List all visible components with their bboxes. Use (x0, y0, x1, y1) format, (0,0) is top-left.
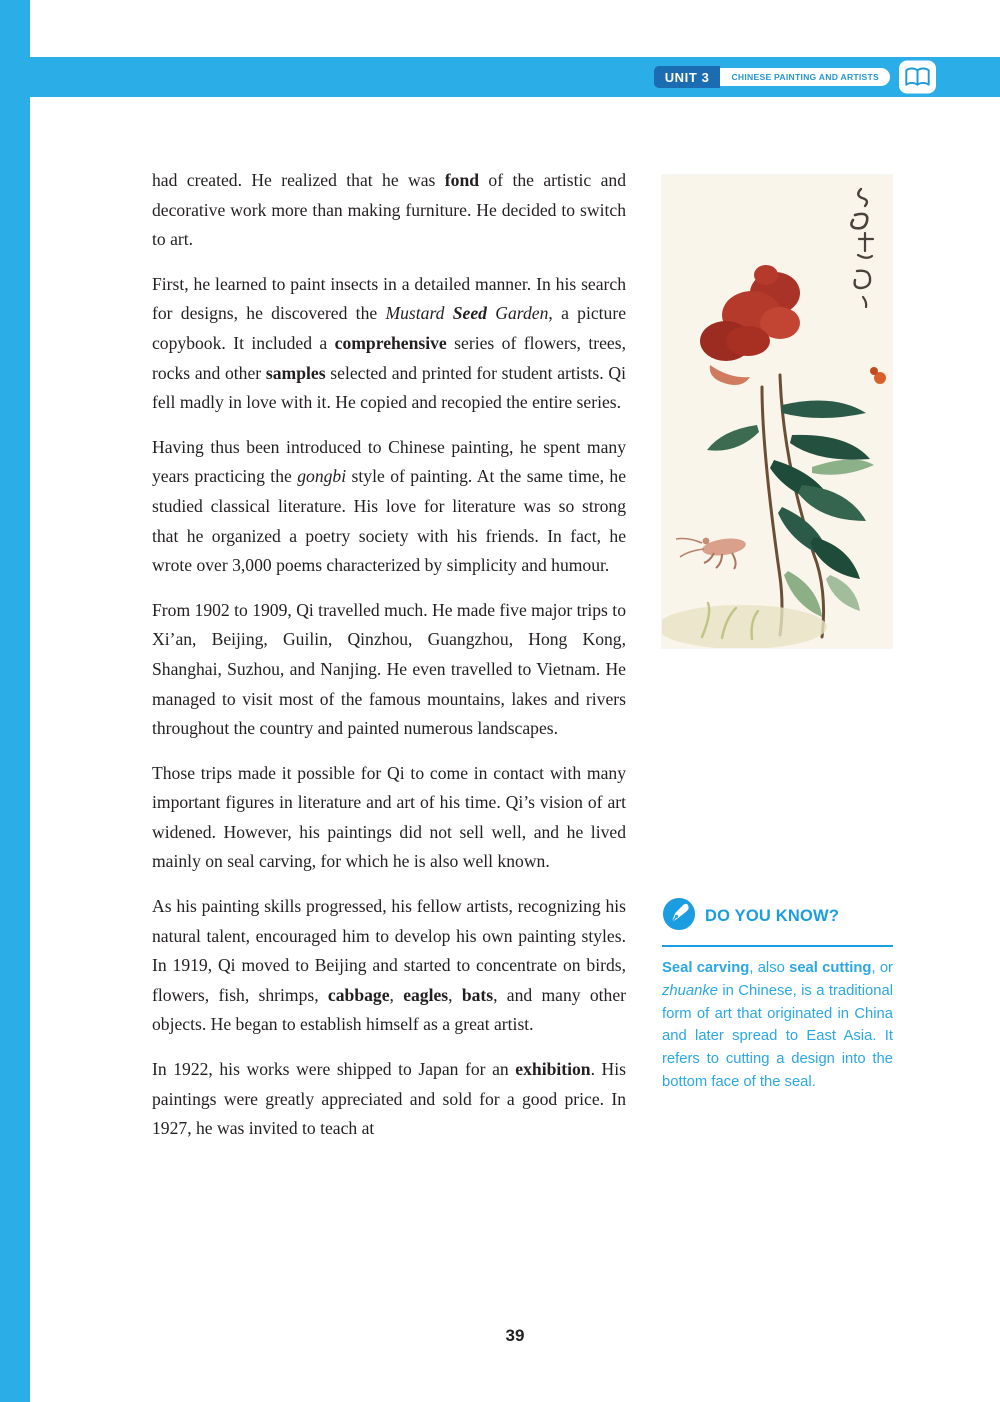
do-you-know-text: Seal carving, also seal cutting, or zhuanke in Chinese, is a traditional form of art that originated in China and later spread to East Asia. It refers to cutting a design into the bottom face of the seal. (662, 960, 893, 1090)
paragraph: Those trips made it possible for Qi to come in contact with many important figures in literature and art of his time. Qi’s vision of art widened. However, his paintings did not sell well, and he lived mainly on seal carving, for which he is also well known. (152, 762, 626, 872)
book-icon (899, 61, 936, 94)
header-band (0, 57, 1000, 97)
left-edge-strip (0, 0, 30, 1402)
chinese-painting-image (662, 175, 892, 648)
pen-icon (662, 897, 696, 936)
paragraph: As his painting skills progressed, his fellow artists, recognizing his natural talent, encouraged him to develop his own painting styles. In 1919, Qi moved to Beijing and started to concentrate on birds, flowers, fish, shrimps, cabbage, eagles, bats, and many other objects. He began to establish himself as a great artist. (152, 896, 627, 1035)
paragraph: In 1922, his works were shipped to Japan for an exhibition. His paintings were greatly appreciated and sold for a good price. In 1927, he was invited to teach at (152, 1059, 626, 1139)
paragraph: First, he learned to paint insects in a detailed manner. In his search for designs, he discovered the Mustard Seed Garden, a picture copybook. It included a comprehensive series of flowers, trees, rocks and other samples selected and printed for student artists. Qi fell madly in love with it. He copied and recopied the entire series. (152, 273, 627, 413)
unit-number-label: UNIT 3 (654, 66, 721, 88)
unit-title-label: CHINESE PAINTING AND ARTISTS (720, 68, 890, 86)
paragraph: Having thus been introduced to Chinese painting, he spent many years practicing the gongbi style of painting. At the same time, he studied classical literature. His love for literature was so strong that he organized a poetry society with his friends. In fact, he wrote over 3,000 poems characterized by simplicity and humour. (152, 436, 626, 576)
do-you-know-box (662, 897, 893, 1094)
page-number: 39 (505, 1326, 525, 1345)
do-you-know-header (662, 897, 893, 947)
do-you-know-title: DO YOU KNOW? (705, 907, 840, 925)
paragraph: From 1902 to 1909, Qi travelled much. He made five major trips to Xi’an, Beijing, Guilin, Qinzhou, Guangzhou, Hong Kong, Shanghai, Suzhou, and Nanjing. He even travelled to Vietnam. He managed to visit most of the famous mountains, lakes and rivers throughout the country and painted numerous landscapes. (152, 599, 626, 739)
paragraph: had created. He realized that he was fond of the artistic and decorative work more than making furniture. He decided to switch to art. (152, 170, 626, 250)
unit-header (654, 66, 890, 88)
article-paragraphs (152, 166, 626, 1159)
